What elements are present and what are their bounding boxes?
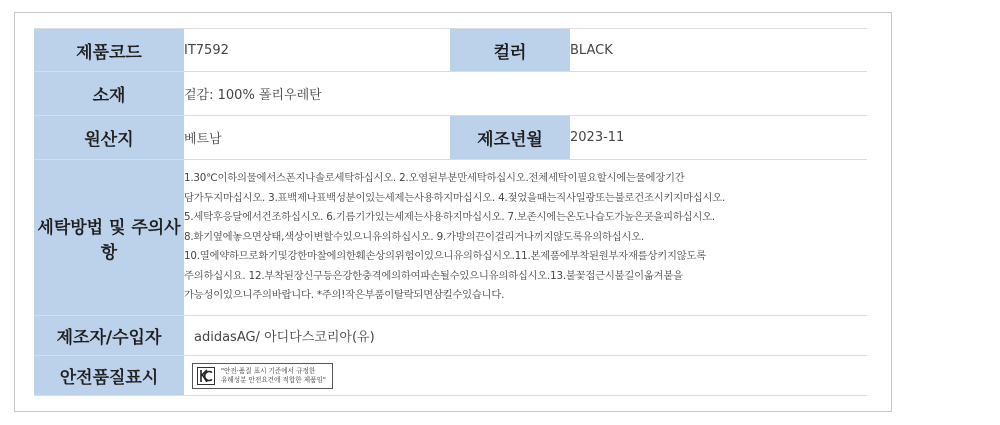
color-value: BLACK (570, 29, 867, 72)
washing-line: 1.30℃이하의물에서스폰지나솔로세탁하십시오. 2.오염된부분만세탁하십시오.전체세탁이필요할시에는물에장기간 (184, 172, 685, 185)
row-origin (34, 116, 867, 160)
safety-value (184, 356, 867, 396)
washing-line: 가능성이있으니주의바랍니다. *주의!작은부품이탈락되면삼킬수있습니다. (184, 289, 505, 302)
origin-label: 원산지 (34, 116, 184, 160)
manufacture-date-value: 2023-11 (570, 116, 867, 160)
kc-text-line: 유해성분 안전요건에 적합한 제품임" (221, 375, 326, 384)
origin-value: 베트남 (184, 116, 450, 160)
washing-label: 세탁방법 및 주의사항 (34, 160, 184, 316)
material-label: 소재 (34, 72, 184, 116)
washing-line: 10.열에약하므로화기및강한마찰에의한훼손상의위험이있으니유의하십시오.11.본제품에부착된원부자재를상키지않도록 (184, 250, 706, 263)
material-value: 겉감: 100% 폴리우레탄 (184, 72, 867, 116)
row-safety (34, 356, 867, 396)
row-product-code (34, 29, 867, 72)
row-manufacturer (34, 316, 867, 356)
product-code-value: IT7592 (184, 29, 450, 72)
kc-text-line: "안전·품질 표시 기준에서 규정한 (221, 367, 316, 375)
washing-line: 주의하십시요. 12.부착된장신구등은강한충격에의하여파손될수있으니유의하십시오.13.불꽃접근시불길이옮겨붙을 (184, 269, 683, 282)
row-washing (34, 160, 867, 316)
washing-instructions (184, 160, 867, 316)
product-spec-table (34, 28, 867, 396)
manufacture-date-label: 제조년월 (450, 116, 570, 160)
kc-certification-badge (192, 363, 333, 389)
washing-line: 담가두지마십시오. 3.표백제나표백성분이있는세제는사용하지마십시오. 4.젖었을때는직사일광또는불로건조시키지마십시오. (184, 191, 726, 204)
washing-line: 5.세탁후응달에서건조하십시오. 6.기름기가있는세제는사용하지마십시오. 7.보존시에는온도나습도가높은곳을피하십시오. (184, 211, 715, 224)
product-code-label: 제품코드 (34, 29, 184, 72)
safety-label: 안전품질표시 (34, 356, 184, 396)
manufacturer-label: 제조자/수입자 (34, 316, 184, 356)
color-label: 컬러 (450, 29, 570, 72)
washing-line: 8.화기옆에놓으면상태,색상이변할수있으니유의하십시오. 9.가방의끈이걸리거나끼지않도록유의하십시오. (184, 230, 644, 243)
row-material (34, 72, 867, 116)
manufacturer-value: adidasAG/ 아디다스코리아(유) (184, 316, 867, 356)
kc-certification-icon (197, 367, 215, 385)
